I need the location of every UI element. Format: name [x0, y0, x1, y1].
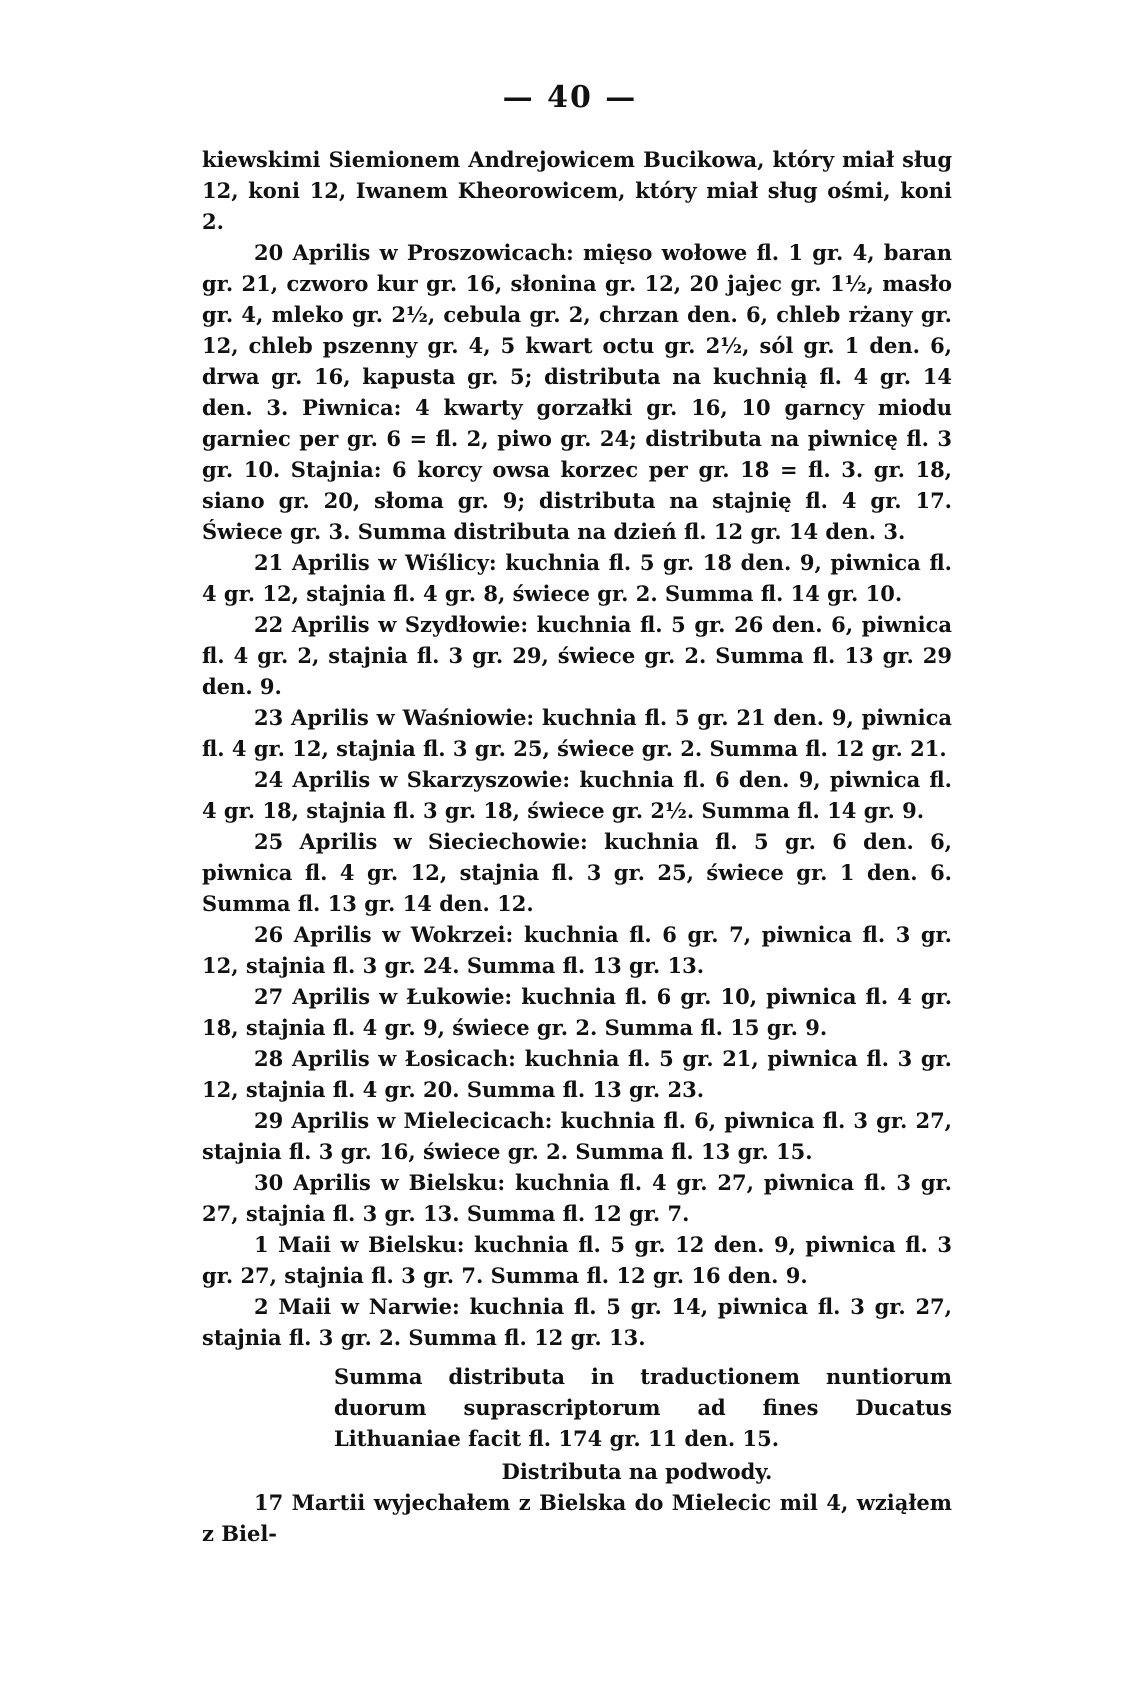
- entry-paragraph: 26 Aprilis w Wokrzei: kuchnia fl. 6 gr. 7, piwnica fl. 3 gr. 12, stajnia fl. 3 gr. 24. Summa fl. 13 gr. 13.: [202, 922, 952, 978]
- entry-paragraph: 29 Aprilis w Mielecicach: kuchnia fl. 6, piwnica fl. 3 gr. 27, stajnia fl. 3 gr. 16, świece gr. 2. Summa fl. 13 gr. 15.: [202, 1108, 952, 1164]
- closing-paragraph: 17 Martii wyjechałem z Bielska do Mielecic mil 4, wziąłem z Biel-: [202, 1490, 952, 1546]
- section-heading: Distributa na podwody.: [501, 1459, 773, 1484]
- entry-paragraph: 22 Aprilis w Szydłowie: kuchnia fl. 5 gr. 26 den. 6, piwnica fl. 4 gr. 2, stajnia fl. 3 gr. 29, świece gr. 2. Summa fl. 13 gr. 29 den. 9.: [202, 612, 952, 699]
- entry-paragraph: 28 Aprilis w Łosicach: kuchnia fl. 5 gr. 21, piwnica fl. 3 gr. 12, stajnia fl. 4 gr. 20. Summa fl. 13 gr. 23.: [202, 1046, 952, 1102]
- entry-paragraph: 21 Aprilis w Wiślicy: kuchnia fl. 5 gr. 18 den. 9, piwnica fl. 4 gr. 12, stajnia fl. 4 gr. 8, świece gr. 2. Summa fl. 14 gr. 10.: [202, 550, 952, 606]
- entry-paragraph: 27 Aprilis w Łukowie: kuchnia fl. 6 gr. 10, piwnica fl. 4 gr. 18, stajnia fl. 4 gr. 9, świece gr. 2. Summa fl. 15 gr. 9.: [202, 984, 952, 1040]
- entry-paragraph: 2 Maii w Narwie: kuchnia fl. 5 gr. 14, piwnica fl. 3 gr. 27, stajnia fl. 3 gr. 2. Summa fl. 12 gr. 13.: [202, 1294, 952, 1350]
- entry-paragraph: 1 Maii w Bielsku: kuchnia fl. 5 gr. 12 den. 9, piwnica fl. 3 gr. 27, stajnia fl. 3 gr. 7. Summa fl. 12 gr. 16 den. 9.: [202, 1232, 952, 1288]
- entry-paragraph: 30 Aprilis w Bielsku: kuchnia fl. 4 gr. 27, piwnica fl. 3 gr. 27, stajnia fl. 3 gr. 13. Summa fl. 12 gr. 7.: [202, 1170, 952, 1226]
- entry-paragraph: 24 Aprilis w Skarzyszowie: kuchnia fl. 6 den. 9, piwnica fl. 4 gr. 18, stajnia fl. 3 gr. 18, świece gr. 2½. Summa fl. 14 gr. 9.: [202, 767, 952, 823]
- entry-paragraph: 20 Aprilis w Proszowicach: mięso wołowe fl. 1 gr. 4, baran gr. 21, czworo kur gr. 16, słonina gr. 12, 20 jajec gr. 1½, masło gr. 4, mleko gr. 2½, cebula gr. 2, chrzan den. 6, chleb rżany gr. 12, chleb pszenny gr. 4, 5 kwart octu gr. 2½, sól gr. 1 den. 6, drwa gr. 16, kapusta gr. 5; distributa na kuchnią fl. 4 gr. 14 den. 3. Piwnica: 4 kwarty gorzałki gr. 16, 10 garncy miodu garniec per gr. 6 = fl. 2, piwo gr. 24; distributa na piwnicę fl. 3 gr. 10. Stajnia: 6 korcy owsa korzec per gr. 18 = fl. 3. gr. 18, siano gr. 20, słoma gr. 9; distributa na stajnię fl. 4 gr. 17. Świece gr. 3. Summa distributa na dzień fl. 12 gr. 14 den. 3.: [202, 240, 952, 544]
- entry-paragraph: 25 Aprilis w Sieciechowie: kuchnia fl. 5 gr. 6 den. 6, piwnica fl. 4 gr. 12, stajnia fl. 3 gr. 25, świece gr. 1 den. 6. Summa fl. 13 gr. 14 den. 12.: [202, 829, 952, 916]
- entry-paragraph: kiewskimi Siemionem Andrejowicem Bucikowa, który miał sług 12, koni 12, Iwanem Kheorowicem, który miał sług ośmi, koni 2.: [202, 147, 952, 234]
- summa-paragraph: Summa distributa in traductionem nuntiorum duorum suprascriptorum ad fines Ducatus Lithuaniae facit fl. 174 gr. 11 den. 15.: [334, 1364, 952, 1451]
- entries: [202, 144, 952, 1353]
- entry-paragraph: 23 Aprilis w Waśniowie: kuchnia fl. 5 gr. 21 den. 9, piwnica fl. 4 gr. 12, stajnia fl. 3 gr. 25, świece gr. 2. Summa fl. 12 gr. 21.: [202, 705, 952, 761]
- text-column: [202, 144, 952, 1549]
- page-number: — 40 —: [502, 80, 638, 115]
